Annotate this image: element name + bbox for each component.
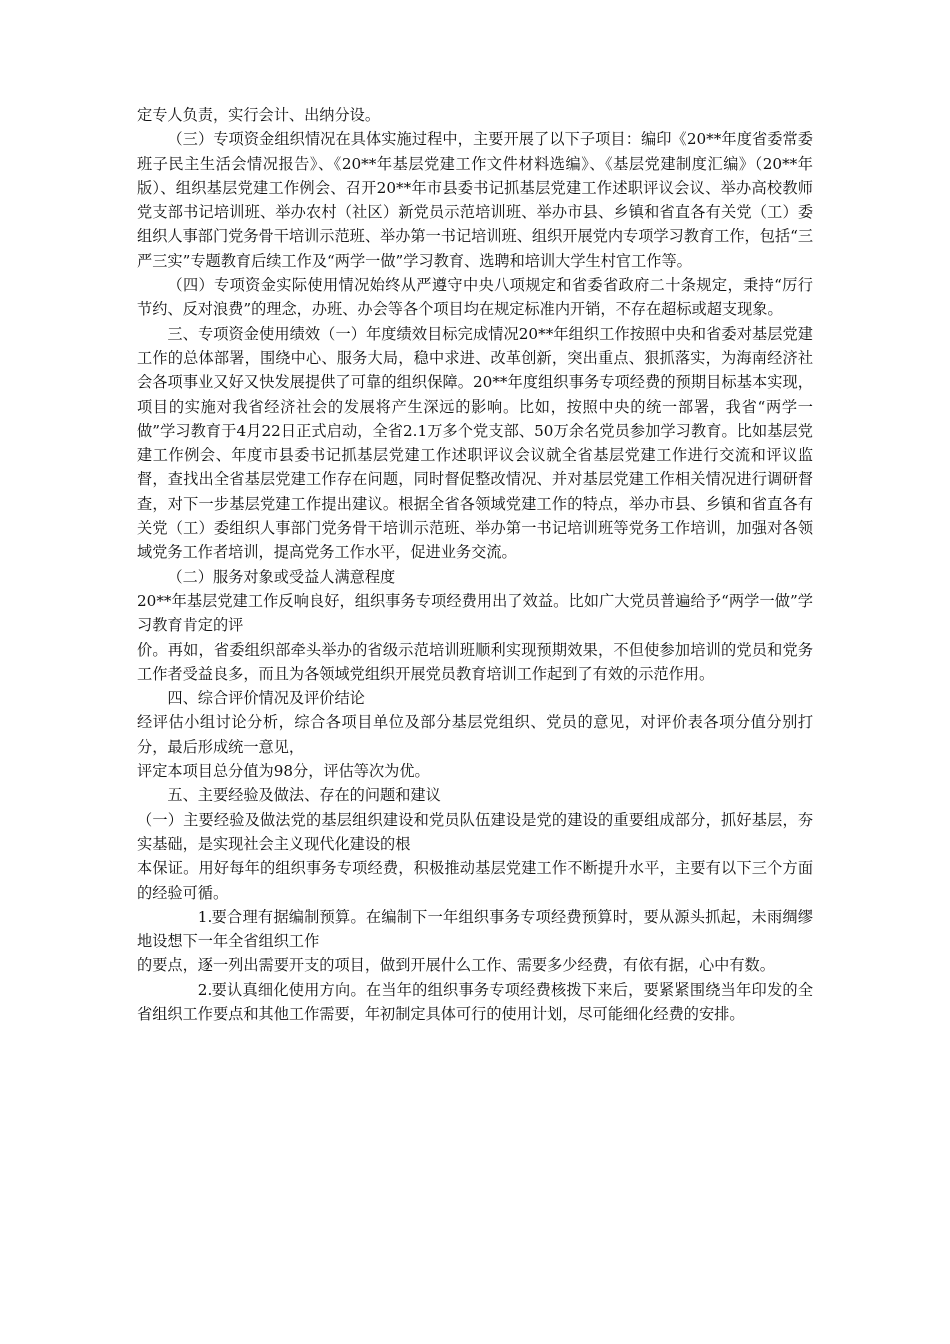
numbered-paragraph [137,978,813,1027]
numbered-paragraph [137,905,813,954]
list-number: 1. [197,907,213,926]
paragraph: 经评估小组讨论分析，综合各项目单位及部分基层党组织、党员的意见，对评价表各项分值分别打分，最后形成统一意见， [137,713,813,756]
paragraph: 本保证。用好每年的组织事务专项经费，积极推动基层党建工作不断提升水平，主要有以下三个方面的经验可循。 [137,859,813,902]
paragraph: （一）主要经验及做法党的基层组织建设和党员队伍建设是党的建设的重要组成部分，抓好基层，夯实基础，是实现社会主义现代化建设的根 [137,810,813,853]
paragraph: 三、专项资金使用绩效（一）年度绩效目标完成情况20**年组织工作按照中央和省委对基层党建工作的总体部署，围绕中心、服务大局，稳中求进、改革创新，突出重点、狠抓落实，为海南经济社会各项事业又好又快发展提供了可靠的组织保障。20**年度组织事务专项经费的预期目标基本实现，项目的实施对我省经济社会的发展将产生深远的影响。比如，按照中央的统一部署，我省“两学一做”学习教育于4月22日正式启动，全省2.1万多个党支部、50万余名党员参加学习教育。比如基层党建工作例会、年度市县委书记抓基层党建工作述职评议会议就全省基层党建工作进行交流和评议监督，查找出全省基层党建工作存在问题，同时督促整改情况、并对基层党建工作相关情况进行调研督查，对下一步基层党建工作提出建议。根据全省各领域党建工作的特点，举办市县、乡镇和省直各有关党（工）委组织人事部门党务骨干培训示范班、举办第一书记培训班等党务工作培训，加强对各领域党务工作者培训，提高党务工作水平，促进业务交流。 [137,324,813,562]
list-number: 2. [197,980,213,999]
paragraph: 定专人负责，实行会计、出纳分设。 [137,106,380,124]
paragraph: （四）专项资金实际使用情况始终从严遵守中央八项规定和省委省政府二十条规定，秉持“厉行节约、反对浪费”的理念，办班、办会等各个项目均在规定标准内开销，不存在超标或超支现象。 [137,276,813,319]
paragraph-text: 要认真细化使用方向。在当年的组织事务专项经费核拨下来后，要紧紧围绕当年印发的全省组织工作要点和其他工作需要，年初制定具体可行的使用计划，尽可能细化经费的安排。 [137,980,813,1023]
section-heading: 五、主要经验及做法、存在的问题和建议 [167,786,441,805]
section-heading: 四、综合评价情况及评价结论 [167,689,365,708]
paragraph: 的要点，逐一列出需要开支的项目，做到开展什么工作、需要多少经费，有依有据，心中有数。 [137,956,775,975]
paragraph: （三）专项资金组织情况在具体实施过程中，主要开展了以下子项目：编印《20**年度省委常委班子民主生活会情况报告》、《20**年基层党建工作文件材料选编》、《基层党建制度汇编》（20**年版）、组织基层党建工作例会、召开20**年市县委书记抓基层党建工作述职评议会议、举办高校教师党支部书记培训班、举办农村（社区）新党员示范培训班、举办市县、乡镇和省直各有关党（工）委组织人事部门党务骨干培训示范班、举办第一书记培训班、组织开展党内专项学习教育工作，包括“三严三实”专题教育后续工作及“两学一做”学习教育、选聘和培训大学生村官工作等。 [137,130,814,270]
paragraph: 评定本项目总分值为98分，评估等次为优。 [137,762,430,781]
section-heading: （二）服务对象或受益人满意程度 [167,567,396,586]
paragraph: 20**年基层党建工作反响良好，组织事务专项经费用出了效益。比如广大党员普遍给予“两学一做”学习教育肯定的评 [137,591,813,635]
document-body [137,103,813,1026]
paragraph: 价。再如，省委组织部牵头举办的省级示范培训班顺利实现预期效果，不但使参加培训的党员和党务工作者受益良多，而且为各领域党组织开展党员教育培训工作起到了有效的示范作用。 [137,640,813,683]
paragraph-text: 要合理有据编制预算。在编制下一年组织事务专项经费预算时，要从源头抓起，未雨绸缪地设想下一年全省组织工作 [137,907,813,951]
